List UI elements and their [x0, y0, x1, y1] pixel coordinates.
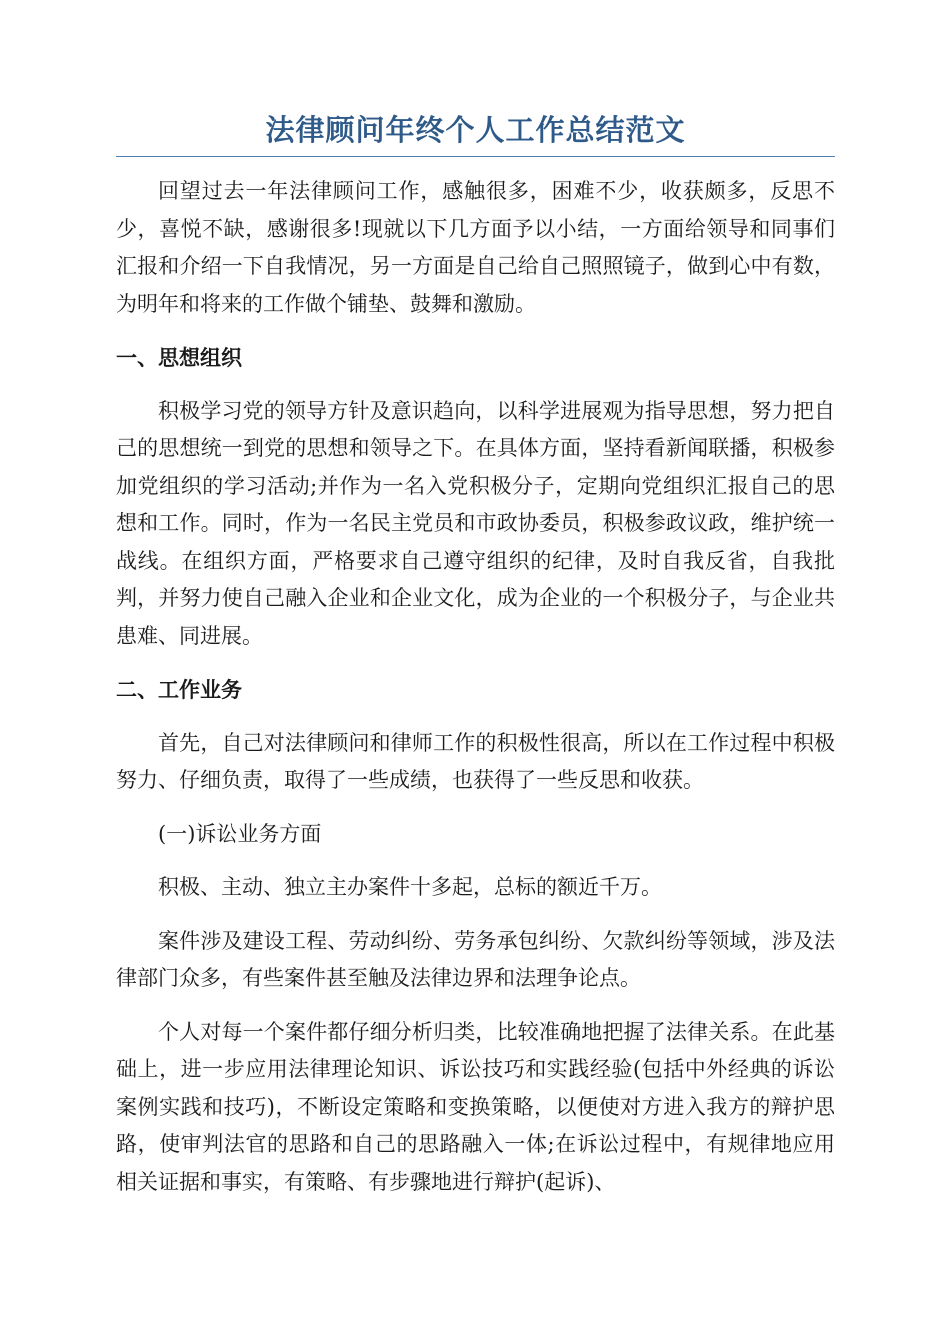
section-body-work: 首先，自己对法律顾问和律师工作的积极性很高，所以在工作过程中积极努力、仔细负责，取得了一些成绩，也获得了一些反思和收获。 — [116, 730, 835, 792]
intro-paragraph: 回望过去一年法律顾问工作，感触很多，困难不少，收获颇多，反思不少，喜悦不缺，感谢很多!现就以下几方面予以小结，一方面给领导和同事们汇报和介绍一下自我情况，另一方面是自己给自己照照镜子，做到心中有数，为明年和将来的工作做个铺垫、鼓舞和激励。 — [116, 179, 835, 316]
document-title: 法律顾问年终个人工作总结范文 — [116, 108, 835, 157]
section-heading-work: 二、工作业务 — [116, 677, 242, 702]
section-heading-thought: 一、思想组织 — [116, 345, 242, 370]
subsection-heading-litigation: (一)诉讼业务方面 — [158, 821, 322, 846]
document-page — [116, 108, 835, 1217]
litigation-paragraph-2: 案件涉及建设工程、劳动纠纷、劳务承包纠纷、欠款纠纷等领域，涉及法律部门众多，有些案件甚至触及法律边界和法理争论点。 — [116, 928, 835, 990]
litigation-paragraph-3: 个人对每一个案件都仔细分析归类，比较准确地把握了法律关系。在此基础上，进一步应用法律理论知识、诉讼技巧和实践经验(包括中外经典的诉讼案例实践和技巧)，不断设定策略和变换策略，以便使对方进入我方的辩护思路，使审判法官的思路和自己的思路融入一体;在诉讼过程中，有规律地应用相关证据和事实，有策略、有步骤地进行辩护(起诉)、 — [116, 1019, 835, 1194]
litigation-paragraph-1: 积极、主动、独立主办案件十多起，总标的额近千万。 — [158, 875, 662, 899]
section-body-thought: 积极学习党的领导方针及意识趋向，以科学进展观为指导思想，努力把自己的思想统一到党的思想和领导之下。在具体方面，坚持看新闻联播，积极参加党组织的学习活动;并作为一名入党积极分子，定期向党组织汇报自己的思想和工作。同时，作为一名民主党员和市政协委员，积极参政议政，维护统一战线。在组织方面，严格要求自己遵守组织的纪律，及时自我反省，自我批判，并努力使自己融入企业和企业文化，成为企业的一个积极分子，与企业共患难、同进展。 — [116, 398, 835, 648]
